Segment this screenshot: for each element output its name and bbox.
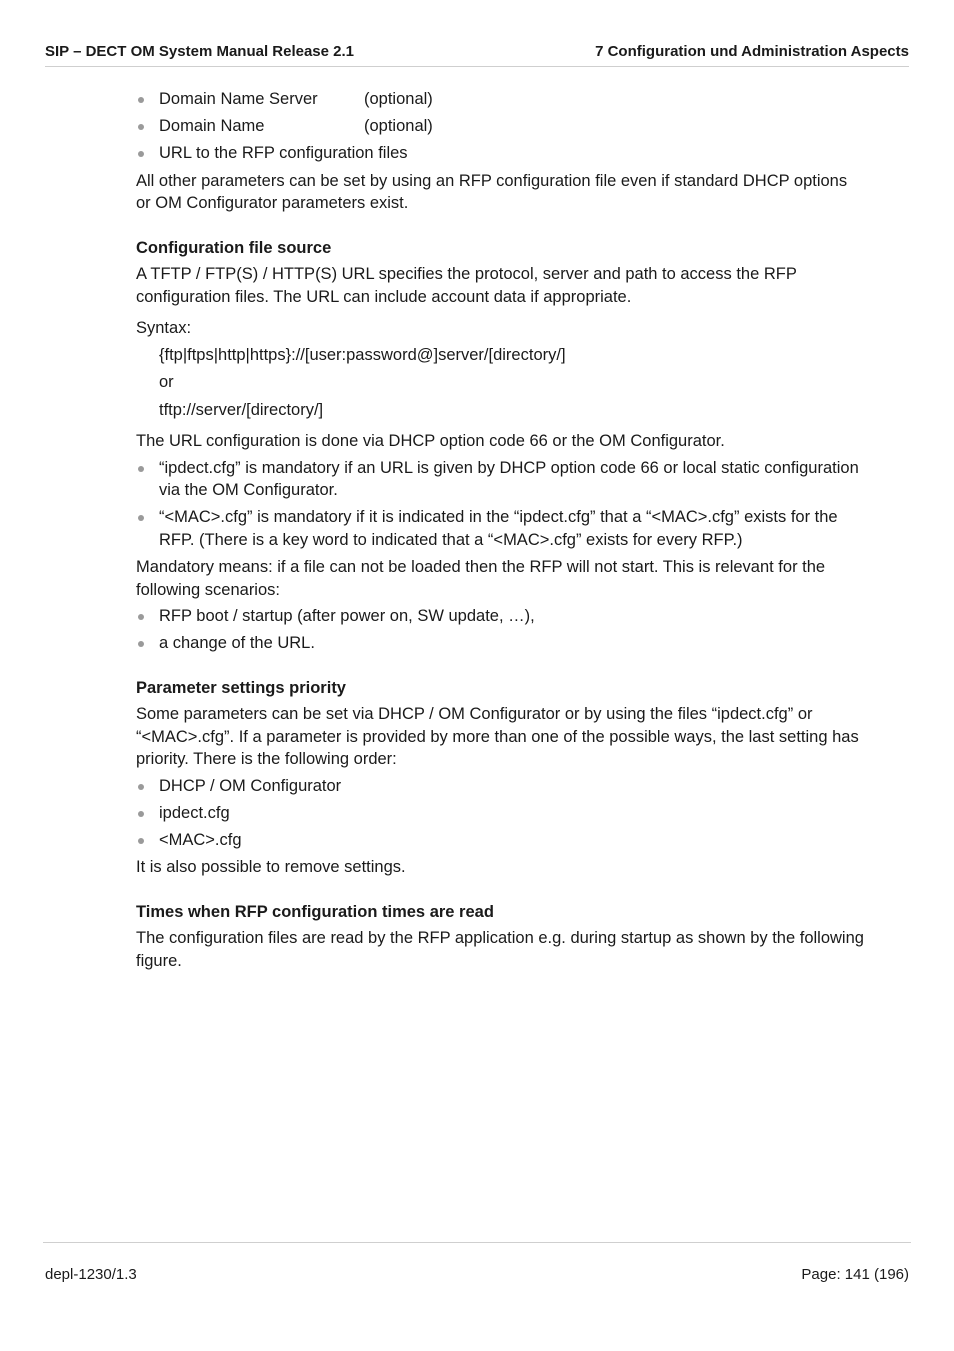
section-heading-times: Times when RFP configuration times are read bbox=[136, 902, 494, 921]
list-item bbox=[136, 115, 866, 138]
page-header bbox=[45, 40, 909, 67]
option-label: Domain Name bbox=[159, 117, 265, 135]
source-paragraph: A TFTP / FTP(S) / HTTP(S) URL specifies the protocol, server and path to access the RFP configuration files. The URL can include account data if appropriate. bbox=[136, 265, 797, 306]
url-paragraph: The URL configuration is done via DHCP option code 66 or the OM Configurator. bbox=[136, 432, 725, 450]
list-item bbox=[136, 142, 866, 165]
footer-document-id: depl-1230/1.3 bbox=[45, 1266, 137, 1283]
priority-order-list bbox=[136, 775, 866, 852]
header-title: SIP – DECT OM System Manual Release 2.1 bbox=[45, 43, 355, 60]
times-paragraph: The configuration files are read by the RFP application e.g. during startup as shown by the following figure. bbox=[136, 929, 864, 970]
list-item: “<MAC>.cfg” is mandatory if it is indicated in the “ipdect.cfg” that a “<MAC>.cfg” exists for the RFP. (There is a key word to indicated that a “<MAC>.cfg” exists for every RFP.) bbox=[136, 506, 866, 551]
syntax-line-2: tftp://server/[directory/] bbox=[159, 400, 324, 419]
footer-divider bbox=[43, 1242, 911, 1243]
page-content bbox=[136, 88, 866, 981]
syntax-line-1: {ftp|ftps|http|https}://[user:password@]server/[directory/] bbox=[159, 345, 566, 364]
list-item: <MAC>.cfg bbox=[136, 829, 866, 852]
syntax-label: Syntax: bbox=[136, 319, 192, 337]
option-label: URL to the RFP configuration files bbox=[159, 144, 408, 162]
list-item: ipdect.cfg bbox=[136, 802, 866, 825]
option-label: Domain Name Server bbox=[159, 90, 318, 108]
option-note: (optional) bbox=[364, 117, 433, 135]
option-note: (optional) bbox=[364, 90, 433, 108]
list-item: RFP boot / startup (after power on, SW update, …), bbox=[136, 605, 866, 628]
list-item bbox=[136, 88, 866, 111]
scenarios-list bbox=[136, 605, 866, 655]
mandatory-paragraph: Mandatory means: if a file can not be loaded then the RFP will not start. This is relevant for the following scenarios: bbox=[136, 558, 826, 599]
remove-settings-paragraph: It is also possible to remove settings. bbox=[136, 858, 406, 876]
syntax-or: or bbox=[159, 373, 174, 391]
list-item: a change of the URL. bbox=[136, 632, 866, 655]
header-chapter: 7 Configuration und Administration Aspects bbox=[595, 43, 909, 60]
list-item: DHCP / OM Configurator bbox=[136, 775, 866, 798]
footer-page-number: Page: 141 (196) bbox=[801, 1266, 909, 1283]
section-heading-priority: Parameter settings priority bbox=[136, 678, 346, 697]
list-item: “ipdect.cfg” is mandatory if an URL is given by DHCP option code 66 or local static configuration via the OM Configurator. bbox=[136, 457, 866, 502]
section-heading-source: Configuration file source bbox=[136, 238, 332, 257]
dhcp-options-list bbox=[136, 88, 866, 165]
intro-paragraph: All other parameters can be set by using an RFP configuration file even if standard DHCP options or OM Configurator parameters exist. bbox=[136, 171, 848, 212]
mandatory-files-list bbox=[136, 457, 866, 552]
priority-paragraph: Some parameters can be set via DHCP / OM Configurator or by using the files “ipdect.cfg” or “<MAC>.cfg”. If a parameter is provided by more than one of the possible ways, the last setting has priority. There is the following order: bbox=[136, 705, 859, 768]
